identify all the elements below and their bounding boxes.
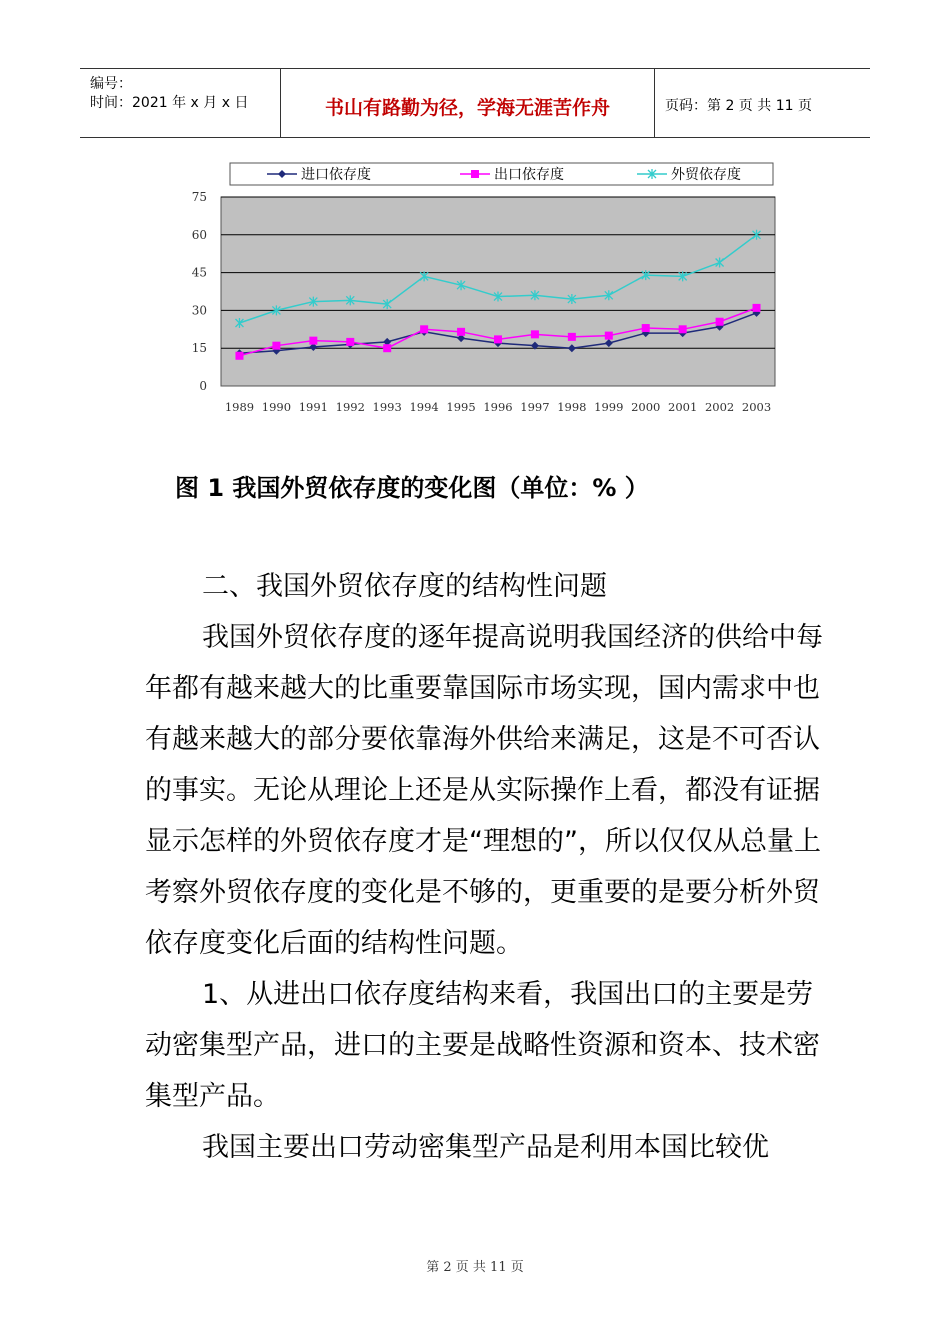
legend-label: 出口依存度 bbox=[494, 167, 564, 183]
page-header bbox=[80, 68, 870, 138]
data-point bbox=[272, 342, 280, 350]
body-text bbox=[145, 561, 825, 1173]
x-tick-label: 1998 bbox=[557, 400, 587, 414]
data-point bbox=[716, 318, 724, 326]
paragraph: 1、从进出口依存度结构来看，我国出口的主要是劳动密集型产品，进口的主要是战略性资源和资本、技术密集型产品。 bbox=[145, 979, 820, 1112]
page-footer: 第 2 页 共 11 页 bbox=[426, 1260, 524, 1275]
x-tick-label: 2001 bbox=[668, 400, 698, 414]
number-label: 编号： bbox=[90, 76, 132, 92]
y-tick-label: 30 bbox=[191, 303, 207, 318]
plot-area bbox=[221, 197, 775, 386]
x-tick-label: 1996 bbox=[483, 400, 513, 414]
data-point bbox=[568, 333, 576, 341]
paragraph: 我国外贸依存度的逐年提高说明我国经济的供给中每年都有越来越大的比重要靠国际市场实现，国内需求中也有越来越大的部分要依靠海外供给来满足，这是不可否认的事实。无论从理论上还是从实际操作上看，都没有证据显示怎样的外贸依存度才是“理想的”，所以仅仅从总量上考察外贸依存度的变化是不够的，更重要的是要分析外贸依存度变化后面的结构性问题。 bbox=[145, 622, 823, 959]
data-point bbox=[605, 332, 613, 340]
section-heading: 二、我国外贸依存度的结构性问题 bbox=[202, 571, 607, 602]
y-tick-label: 75 bbox=[191, 190, 207, 204]
data-point bbox=[346, 338, 354, 346]
date-label: 时间：2021 年 x 月 x 日 bbox=[90, 95, 249, 111]
legend-marker bbox=[471, 170, 479, 178]
x-tick-label: 1999 bbox=[594, 400, 624, 414]
legend-label: 外贸依存度 bbox=[671, 167, 741, 183]
data-point bbox=[383, 344, 391, 352]
x-tick-label: 1997 bbox=[520, 400, 550, 414]
header-page-cell bbox=[655, 69, 870, 137]
x-tick-label: 1994 bbox=[409, 400, 439, 414]
x-tick-label: 2003 bbox=[741, 400, 772, 414]
x-tick-label: 1989 bbox=[224, 400, 255, 414]
page-label: 页码：第 2 页 共 11 页 bbox=[665, 98, 812, 114]
data-point bbox=[679, 325, 687, 333]
legend-label: 进口依存度 bbox=[301, 167, 371, 183]
data-point bbox=[457, 328, 465, 336]
data-point bbox=[309, 337, 317, 345]
x-tick-label: 1991 bbox=[298, 400, 328, 414]
x-tick-label: 1990 bbox=[261, 400, 292, 414]
x-tick-label: 2000 bbox=[631, 400, 661, 414]
header-motto-cell bbox=[281, 69, 655, 137]
trade-dependency-chart bbox=[175, 160, 785, 420]
y-tick-label: 15 bbox=[191, 341, 207, 356]
data-point bbox=[420, 325, 428, 333]
y-tick-label: 60 bbox=[191, 227, 207, 242]
y-tick-label: 45 bbox=[191, 265, 207, 280]
x-tick-label: 1993 bbox=[372, 400, 402, 414]
x-tick-label: 1995 bbox=[446, 400, 476, 414]
data-point bbox=[753, 304, 761, 312]
data-point bbox=[494, 335, 502, 343]
x-tick-label: 1992 bbox=[335, 400, 365, 414]
y-tick-label: 0 bbox=[199, 379, 207, 393]
figure-caption: 图 1 我国外贸依存度的变化图（单位：% ） bbox=[175, 474, 649, 502]
header-info-cell bbox=[80, 69, 281, 137]
data-point bbox=[642, 324, 650, 332]
x-tick-label: 2002 bbox=[704, 400, 735, 414]
motto: 书山有路勤为径，学海无涯苦作舟 bbox=[324, 97, 610, 119]
data-point bbox=[531, 330, 539, 338]
data-point bbox=[235, 352, 243, 360]
paragraph: 我国主要出口劳动密集型产品是利用本国比较优 bbox=[202, 1132, 769, 1163]
